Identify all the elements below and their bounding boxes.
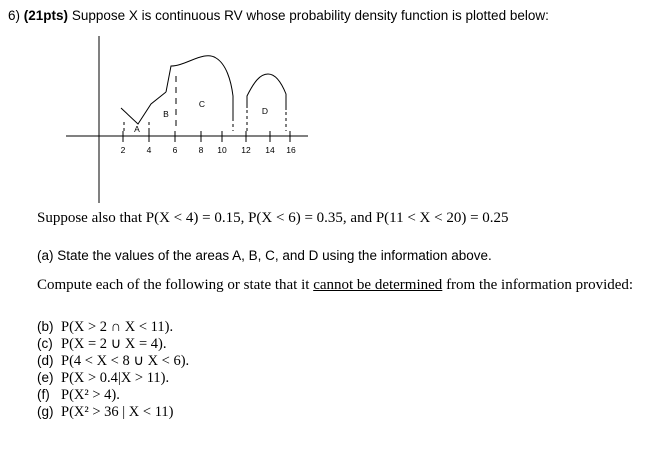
part-expression: P(X = 2 ∪ X = 4).	[61, 336, 167, 352]
part-label: (b)	[37, 319, 54, 334]
list-item	[37, 352, 189, 369]
list-item	[37, 318, 189, 335]
question-text: Suppose X is continuous RV whose probability density function is plotted below:	[71, 8, 549, 23]
part-expression: P(X > 2 ∩ X < 11).	[61, 319, 174, 335]
part-expression: P(X² > 4).	[61, 387, 120, 403]
region-label-b: B	[163, 109, 169, 119]
parts-list	[37, 318, 189, 420]
cannot-be-determined-underlined: cannot be determined	[313, 277, 443, 293]
part-label: (g)	[37, 404, 54, 419]
question-number: 6)	[8, 8, 21, 23]
list-item	[37, 335, 189, 352]
tick-label: 6	[172, 145, 178, 155]
compute-instructions	[37, 277, 637, 294]
tick-label: 16	[286, 145, 296, 155]
points-label: (21pts)	[23, 8, 69, 23]
given-probabilities: Suppose also that P(X < 4) = 0.15, P(X < 6) = 0.35, and P(11 < X < 20) = 0.25	[37, 210, 509, 226]
list-item	[37, 386, 189, 403]
tick-label: 14	[265, 145, 275, 155]
region-label-c: C	[198, 99, 206, 109]
tick-label: 12	[241, 145, 251, 155]
part-expression: P(X > 0.4|X > 11).	[61, 370, 170, 386]
density-segment-a	[121, 92, 166, 124]
tick-label: 4	[146, 145, 152, 155]
tick-label: 10	[217, 145, 227, 155]
part-a-prompt: (a) State the values of the areas A, B, C, and D using the information above.	[37, 248, 492, 263]
density-plot	[0, 0, 652, 210]
part-expression: P(X² > 36 | X < 11)	[61, 404, 174, 420]
region-label-d: D	[261, 106, 269, 116]
part-label: (e)	[37, 370, 54, 385]
density-segment-d	[247, 74, 286, 110]
tick-label: 8	[198, 145, 204, 155]
compute-text-before: Compute each of the following or state that it	[37, 277, 314, 293]
list-item	[37, 403, 189, 420]
region-label-a: A	[134, 124, 140, 134]
part-expression: P(4 < X < 8 ∪ X < 6).	[61, 353, 190, 369]
compute-text-after: from the information provided:	[442, 277, 634, 293]
part-label: (d)	[37, 353, 54, 368]
part-label: (f)	[37, 387, 50, 402]
tick-label: 2	[120, 145, 126, 155]
list-item	[37, 369, 189, 386]
part-label: (c)	[37, 336, 53, 351]
